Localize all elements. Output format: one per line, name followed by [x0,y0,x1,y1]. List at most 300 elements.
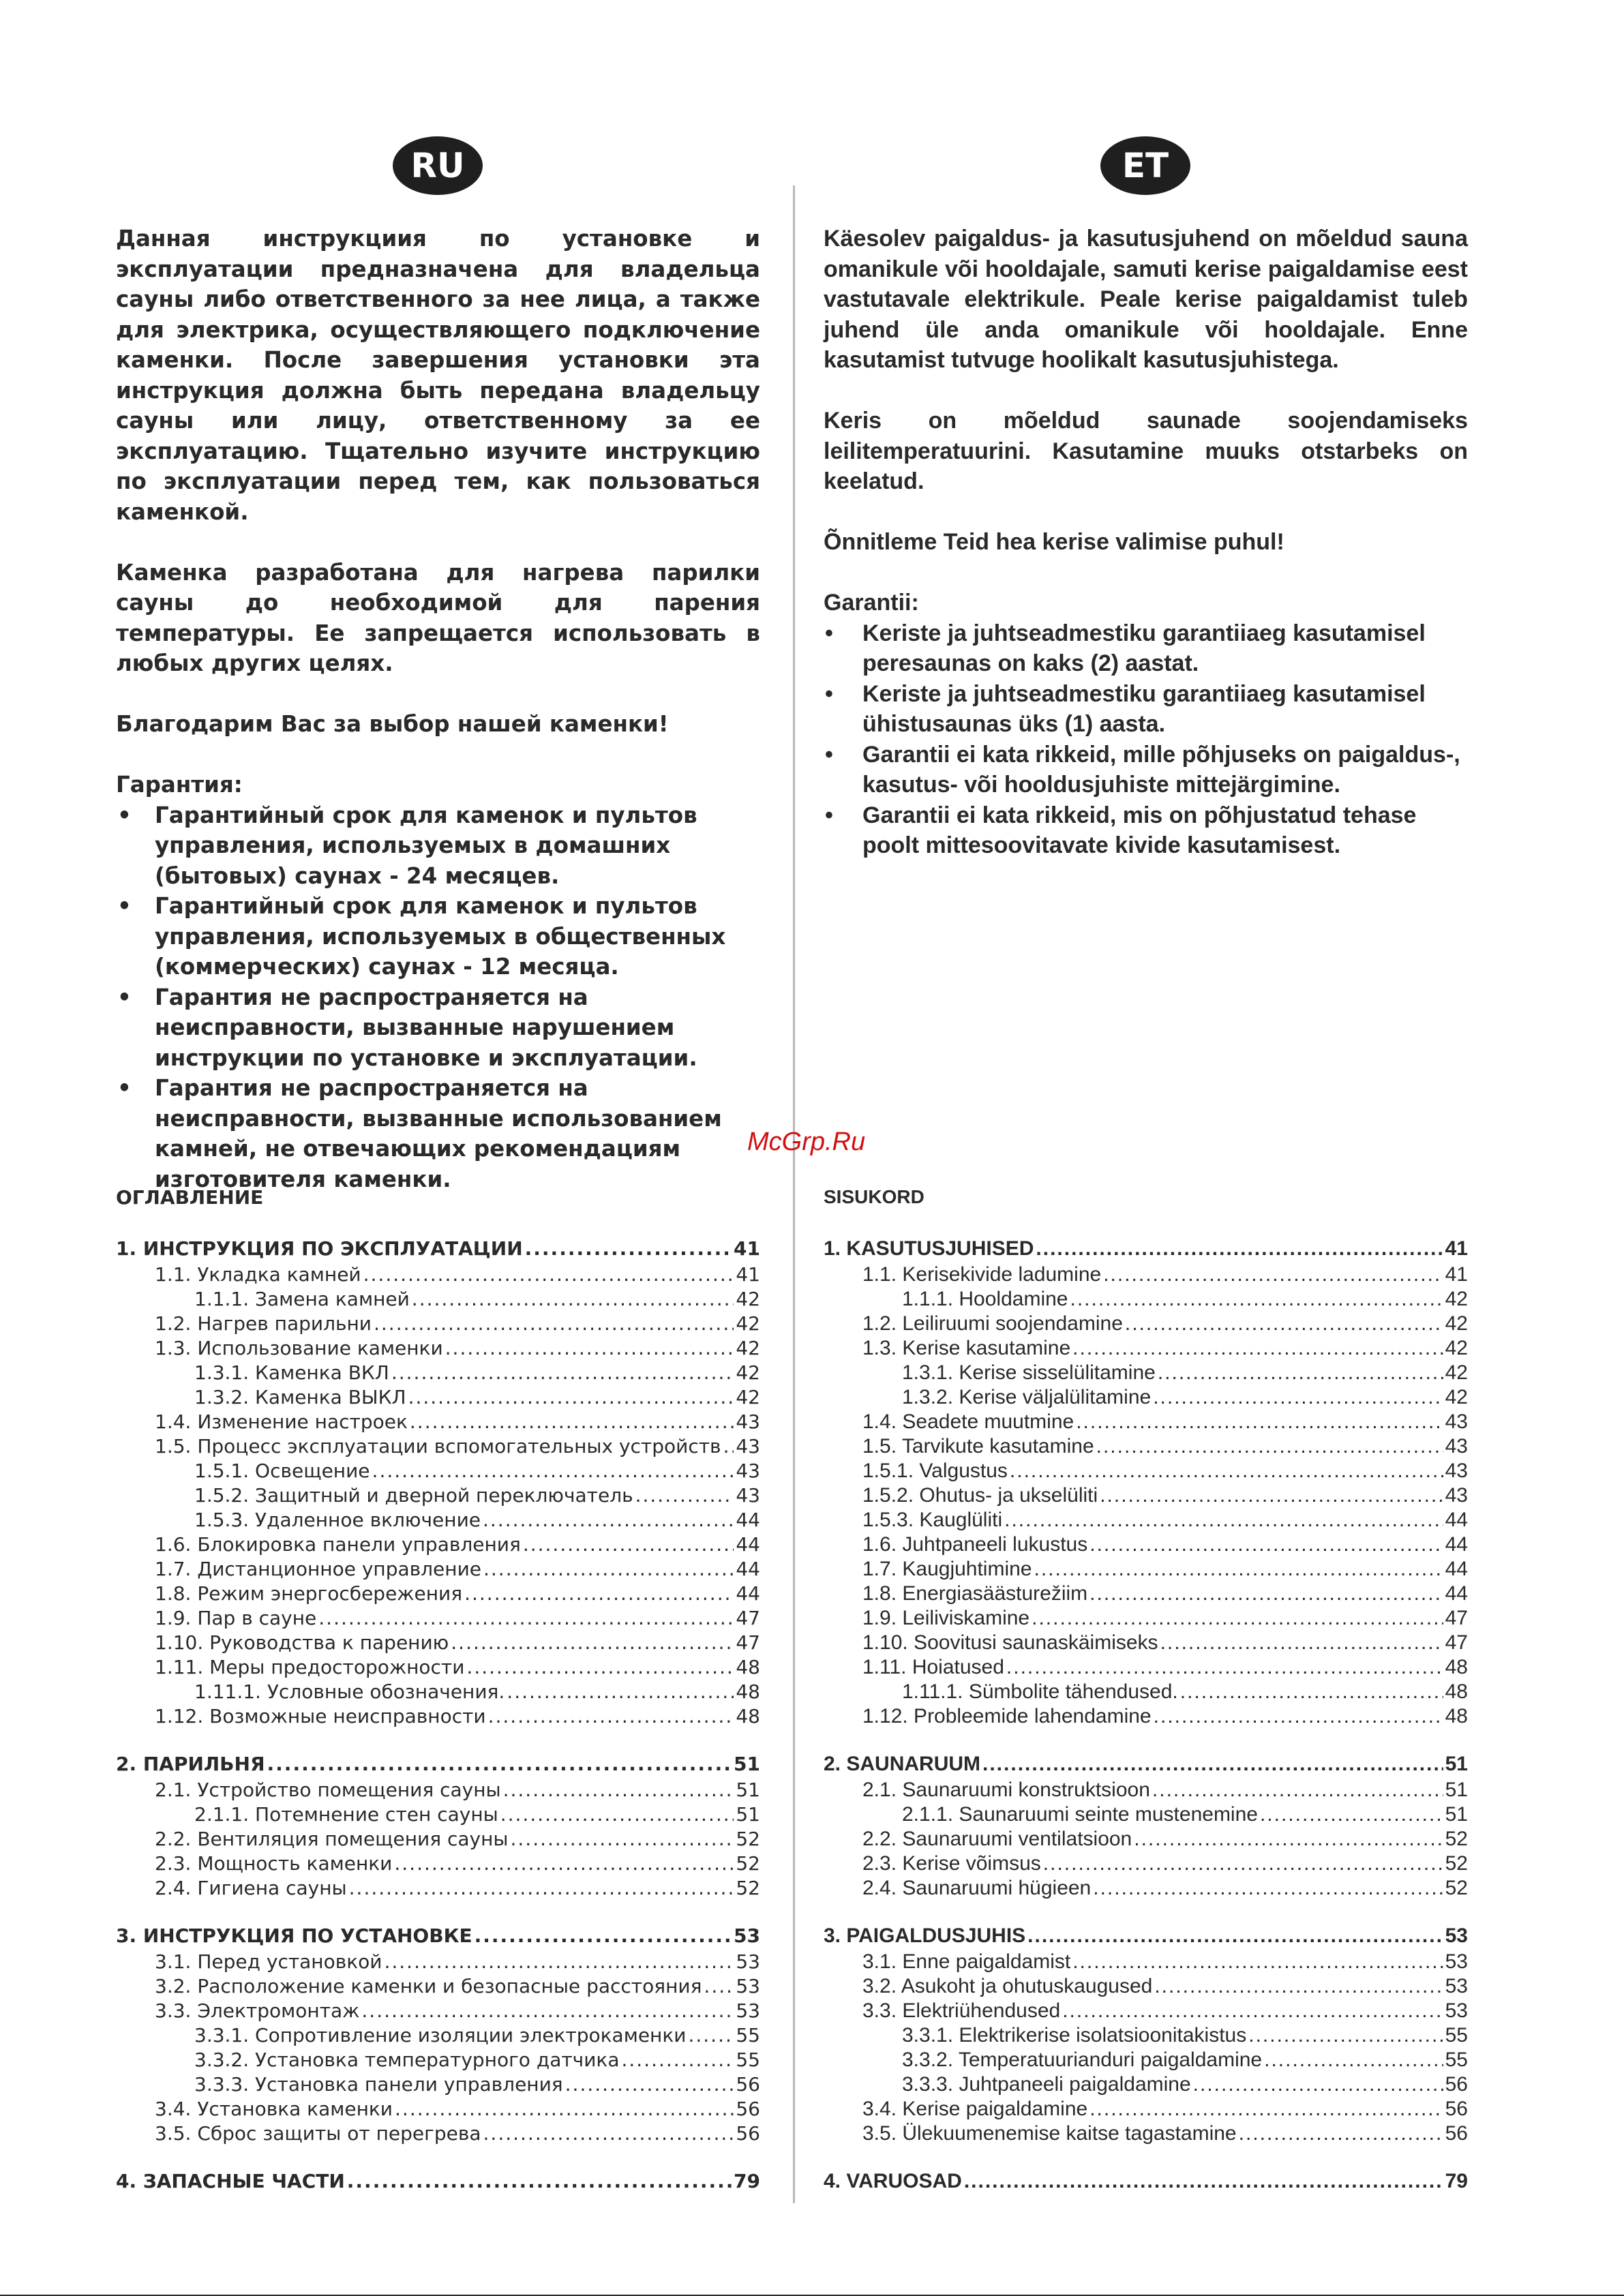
toc-entry-title: 1.6. Juhtpaneeli lukustus [862,1533,1088,1556]
toc-page-number: 52 [1445,1852,1468,1875]
toc-entry[interactable] [824,1827,1468,1852]
toc-group [824,2169,1468,2195]
toc-entry[interactable] [824,1950,1468,1974]
toc-entry[interactable] [116,1974,760,1999]
toc-entry[interactable] [824,1459,1468,1483]
toc-entry[interactable] [116,1385,760,1410]
toc-entry[interactable] [824,1752,1468,1778]
toc-entry[interactable] [116,1287,760,1312]
guarantee-list [116,800,760,1195]
toc-entry-title: 3.1. Перед установкой [155,1950,382,1973]
toc-page-number: 53 [736,1975,760,1997]
toc-entry-title: 4. ЗАПАСНЫЕ ЧАСТИ [116,2170,345,2192]
toc-leader-dots [1180,1680,1443,1704]
toc-entry-title: 2.4. Saunaruumi hügieen [862,1877,1092,1899]
toc-leader-dots [464,1582,734,1606]
toc-page-number: 43 [1445,1410,1468,1433]
toc-entry[interactable] [824,1410,1468,1434]
toc-page-number: 44 [1445,1509,1468,1531]
toc-page-number: 51 [1445,1753,1468,1775]
toc-page-number: 53 [736,1999,760,2022]
toc-page-number: 79 [734,2170,760,2192]
toc-entry[interactable] [116,1237,760,1263]
toc-entry[interactable] [116,1336,760,1361]
toc-entry[interactable] [116,1778,760,1802]
toc-page-number: 53 [1445,1975,1468,1997]
toc-page-number: 42 [1445,1288,1468,1310]
toc-leader-dots [483,2121,734,2146]
toc-entry-title: 2.4. Гигиена сауны [155,1877,347,1899]
intro-paragraph: Каменка разработана для нагрева парилки сауны до необходимой для парения температуры. Ее запрещается использовать в любых других целях. [116,559,760,676]
toc-entry-title: 3.2. Расположение каменки и безопасные расстояния [155,1975,702,1997]
toc-entry[interactable] [116,1532,760,1557]
toc-entry-title: 1.11.1. Sümbolite tähendused. [902,1680,1178,1703]
toc-page-number: 55 [1445,2049,1468,2071]
toc-page-number: 51 [734,1753,760,1775]
toc-entry-title: 2. SAUNARUUM [824,1753,981,1775]
toc-entry-title: 1.3. Использование каменки [155,1337,443,1359]
toc-entry-title: 1.10. Руководства к парению [155,1631,449,1654]
toc-leader-dots [1134,1827,1443,1852]
toc-entry-title: 1.5.2. Защитный и дверной переключатель [194,1484,633,1507]
toc-leader-dots [982,1752,1443,1777]
toc-page-number: 48 [736,1680,760,1703]
toc-entry-title: 3. ИНСТРУКЦИЯ ПО УСТАНОВКЕ [116,1924,472,1947]
intro-paragraph: Keris on mõeldud saunade soojendamiseks leilitemperatuurini. Kasutamine muuks otstarbeks on keelatud. [824,408,1468,494]
toc-page-number: 43 [736,1460,760,1482]
toc-page-number: 47 [1445,1607,1468,1629]
toc-page-number: 44 [736,1558,760,1580]
toc-entry[interactable] [824,1924,1468,1950]
language-badge-et: ET [1100,136,1190,195]
toc-leader-dots [410,1410,734,1434]
toc-page-number: 44 [1445,1582,1468,1605]
toc-page-number: 48 [1445,1705,1468,1727]
toc-leader-dots [1043,1852,1443,1876]
toc-title: ОГЛАВЛЕНИЕ [116,1186,264,1209]
toc-entry[interactable] [824,1361,1468,1385]
toc-page-number: 42 [1445,1337,1468,1359]
toc-leader-dots [723,1434,734,1459]
toc-entry-title: 1. KASUTUSJUHISED [824,1237,1034,1260]
toc-entry[interactable] [824,2048,1468,2072]
toc-group [116,1924,760,2146]
toc-entry-title: 3.5. Сброс защиты от перегрева [155,2122,481,2145]
toc-leader-dots [1089,1582,1443,1606]
toc-entry-title: 1.10. Soovitusi saunaskäimiseks [862,1631,1158,1654]
toc-leader-dots [1089,1532,1443,1557]
toc-leader-dots [1010,1459,1443,1483]
toc-entry[interactable] [824,1385,1468,1410]
toc-page-number: 53 [736,1950,760,1973]
toc-entry-title: 1.3.1. Kerise sisselülitamine [902,1361,1156,1384]
toc-leader-dots [1072,1336,1443,1361]
toc-entry[interactable] [116,2072,760,2097]
toc-page-number: 41 [1445,1263,1468,1286]
toc-leader-dots [394,1852,734,1876]
toc-page-number: 56 [1445,2073,1468,2096]
toc-entry-title: 1.6. Блокировка панели управления [155,1533,521,1556]
toc-leader-dots [395,2097,734,2121]
toc-page-number: 51 [1445,1803,1468,1826]
toc-entry[interactable] [824,2169,1468,2195]
toc-entry-title: 2.3. Kerise võimsus [862,1852,1041,1875]
toc-group [824,1237,1468,1729]
toc-leader-dots [1036,1237,1443,1261]
intro-ru [116,224,760,1194]
toc-entry-title: 1.1.1. Hooldamine [902,1288,1068,1310]
guarantee-heading: Гарантия: [116,772,243,798]
toc-page-number: 52 [736,1852,760,1875]
toc-entry-title: 2.1. Устройство помещения сауны [155,1779,501,1801]
toc-entry-title: 1.3.2. Каменка ВЫКЛ [194,1386,406,1408]
toc-leader-dots [363,1263,734,1287]
toc-entry[interactable] [824,1606,1468,1631]
toc-leader-dots [391,1361,734,1385]
toc-page-number: 47 [1445,1631,1468,1654]
toc-entry-title: 1.5.2. Ohutus- ja ukselüliti [862,1484,1098,1507]
toc-entry[interactable] [824,1876,1468,1901]
toc-entry-title: 1.4. Изменение настроек [155,1410,408,1433]
language-badge-ru: RU [393,136,483,195]
toc-entry-title: 1.2. Leiliruumi soojendamine [862,1312,1123,1335]
toc-page-number: 42 [736,1312,760,1335]
toc-entry-title: 3.3. Elektriühendused [862,1999,1061,2022]
toc-entry-title: 3.3.1. Elektrikerise isolatsioonitakistus [902,2024,1247,2046]
toc-entry-title: 1.8. Energiasäästurežiim [862,1582,1088,1605]
toc-entry[interactable] [116,1434,760,1459]
intro-paragraph: Käesolev paigaldus- ja kasutusjuhend on mõeldud sauna omanikule või hooldajale, samuti kerise paigaldamise eest vastutavale elektrikule. Peale kerise paigaldamist tuleb juhend üle anda omanikule või hooldajale. Enne kasutamist tutvuge hoolikalt kasutusjuhistega. [824,226,1468,373]
toc-entry-title: 3.1. Enne paigaldamist [862,1950,1071,1973]
toc-entry[interactable] [116,1752,760,1778]
toc-leader-dots [1153,1385,1443,1410]
toc-entry-title: 1.1. Kerisekivide ladumine [862,1263,1102,1286]
toc-leader-dots [374,1312,734,1336]
toc-page-number: 44 [736,1582,760,1605]
toc-entry-title: 3.4. Установка каменки [155,2098,393,2120]
toc-page-number: 41 [734,1237,760,1260]
toc-entry[interactable] [116,1950,760,1974]
toc-entry-title: 1.3. Kerise kasutamine [862,1337,1071,1359]
toc-leader-dots [347,2169,732,2194]
toc-page-number: 48 [1445,1680,1468,1703]
toc-leader-dots [621,2048,734,2072]
toc-entry[interactable] [116,1680,760,1704]
toc-entry[interactable] [116,2121,760,2146]
toc-entry-title: 1.7. Kaugjuhtimine [862,1558,1032,1580]
toc-entry-title: 1.12. Probleemide lahendamine [862,1705,1152,1727]
toc-entry[interactable] [824,1508,1468,1532]
toc-entry[interactable] [116,1582,760,1606]
toc-entry-title: 3.3.1. Сопротивление изоляции электрокаменки [194,2024,687,2046]
toc-entry[interactable] [116,1361,760,1385]
guarantee-item: • Keriste ja juhtseadmestiku garantiiaeg kasutamisel peresaunas on kaks (2) aastat. [824,618,1468,679]
toc-page-number: 43 [736,1410,760,1433]
toc-leader-dots [565,2072,734,2097]
guarantee-item: • Гарантийный срок для каменок и пультов управления, используемых в домашних (бытовых) саунах - 24 месяцев. [116,800,760,892]
toc-entry[interactable] [116,1802,760,1827]
toc-leader-dots [1154,1704,1443,1729]
toc-leader-dots [1125,1312,1443,1336]
toc-entry-title: 2.1.1. Saunaruumi seinte mustenemine [902,1803,1258,1826]
toc-leader-dots [408,1385,734,1410]
toc-leader-dots [1154,1974,1443,1999]
toc-entry-title: 1.4. Seadete muutmine [862,1410,1074,1433]
toc-page-number: 43 [736,1435,760,1457]
toc-page-number: 52 [736,1828,760,1850]
toc-page-number: 42 [1445,1386,1468,1408]
toc-page-number: 41 [736,1263,760,1286]
toc-entry[interactable] [116,1704,760,1729]
toc-entry[interactable] [824,1974,1468,1999]
toc-page-number: 52 [736,1877,760,1899]
thanks-paragraph: Õnnitleme Teid hea kerise valimise puhul! [824,529,1284,555]
toc-leader-dots [523,1532,734,1557]
toc-page-number: 51 [1445,1779,1468,1801]
toc-entry[interactable] [116,1459,760,1483]
toc-entry[interactable] [116,2048,760,2072]
toc-entry[interactable] [116,1876,760,1901]
toc-entry[interactable] [824,1434,1468,1459]
toc-entry[interactable] [824,1336,1468,1361]
toc-leader-dots [1072,1950,1443,1974]
toc-entry-title: 2.2. Saunaruumi ventilatsioon [862,1828,1132,1850]
guarantee-item: • Keriste ja juhtseadmestiku garantiiaeg kasutamisel ühistusaunas üks (1) aasta. [824,679,1468,740]
toc-entry[interactable] [116,1557,760,1582]
toc-leader-dots [688,2023,734,2048]
toc-page-number: 56 [1445,2122,1468,2145]
toc-entry-title: 2. ПАРИЛЬНЯ [116,1753,265,1775]
toc-leader-dots [1076,1410,1443,1434]
toc-page-number: 55 [736,2049,760,2071]
toc-entry[interactable] [824,2072,1468,2097]
toc-entry-title: 1.3.2. Kerise väljalülitamine [902,1386,1152,1408]
toc-entry[interactable] [824,1582,1468,1606]
guarantee-item: • Гарантия не распространяется на неисправности, вызванные нарушением инструкции по установке и эксплуатации. [116,982,760,1074]
toc-page-number: 42 [1445,1312,1468,1335]
toc-entry[interactable] [824,1483,1468,1508]
toc-entry-title: 1.5.3. Kauglüliti [862,1509,1003,1531]
toc-page-number: 43 [736,1484,760,1507]
toc-page-number: 53 [1445,1999,1468,2022]
toc-entry-title: 3.3. Электромонтаж [155,1999,360,2022]
toc-leader-dots [507,1680,734,1704]
table-of-contents-et [824,1186,1468,2218]
toc-page-number: 53 [734,1924,760,1947]
toc-leader-dots [635,1483,734,1508]
toc-entry[interactable] [824,2023,1468,2048]
toc-entry[interactable] [824,1557,1468,1582]
toc-leader-dots [525,1237,732,1261]
toc-entry-title: 2.3. Мощность каменки [155,1852,393,1875]
toc-entry[interactable] [824,1680,1468,1704]
toc-entry-title: 1.11.1. Условные обозначения. [194,1680,505,1703]
toc-leader-dots [1152,1778,1443,1802]
toc-entry[interactable] [116,1655,760,1680]
toc-title: SISUKORD [824,1186,924,1207]
toc-entry-title: 1.9. Leiliviskamine [862,1607,1030,1629]
toc-entries [116,1237,760,2195]
toc-entry[interactable] [824,1312,1468,1336]
toc-group [824,1924,1468,2146]
toc-page-number: 48 [1445,1656,1468,1678]
toc-entry-title: 1.5. Процесс эксплуатации вспомогательных устройств [155,1435,721,1457]
toc-page-number: 53 [1445,1950,1468,1973]
toc-entry[interactable] [116,1606,760,1631]
toc-leader-dots [349,1876,734,1901]
toc-entry[interactable] [116,1410,760,1434]
toc-page-number: 43 [1445,1484,1468,1507]
toc-page-number: 55 [1445,2024,1468,2046]
toc-leader-dots [1032,1606,1443,1631]
toc-leader-dots [1239,2121,1443,2146]
toc-entry-title: 2.2. Вентиляция помещения сауны [155,1828,509,1850]
toc-entry-title: 3.3.3. Установка панели управления [194,2073,563,2096]
toc-leader-dots [1004,1508,1443,1532]
toc-leader-dots [451,1631,734,1655]
toc-page-number: 47 [736,1631,760,1654]
toc-leader-dots [511,1827,734,1852]
toc-entry-title: 3.3.2. Temperatuurianduri paigaldamine [902,2049,1263,2071]
toc-entry-title: 1.8. Режим энергосбережения [155,1582,463,1605]
table-of-contents-ru [116,1186,760,2218]
toc-entry[interactable] [824,1999,1468,2023]
toc-page-number: 56 [1445,2098,1468,2120]
toc-page-number: 47 [736,1607,760,1629]
toc-page-number: 42 [736,1361,760,1384]
toc-page-number: 48 [736,1656,760,1678]
toc-page-number: 52 [1445,1877,1468,1899]
toc-entry-title: 1.2. Нагрев парильни [155,1312,372,1335]
intro-paragraph: Данная инструкциия по установке и эксплуатации предназначена для владельца сауны либо ответственного за нее лица, а также для электрика, осуществляющего подключение каменки. После завершения установки эта инструкция должна быть передана владельцу сауны или лицу, ответственному за ее эксплуатацию. Тщательно изучите инструкцию по эксплуатации перед тем, как пользоваться каменкой. [116,226,760,525]
toc-page-number: 51 [736,1803,760,1826]
toc-leader-dots [361,1999,734,2023]
toc-entry-title: 1.7. Дистанционное управление [155,1558,481,1580]
toc-entry-title: 1.1. Укладка камней [155,1263,361,1286]
toc-page-number: 44 [736,1533,760,1556]
toc-page-number: 53 [1445,1924,1468,1947]
toc-entry[interactable] [116,1827,760,1852]
toc-leader-dots [372,1459,734,1483]
toc-page-number: 42 [736,1386,760,1408]
toc-entry-title: 1.5.1. Освещение [194,1460,370,1482]
toc-entry[interactable] [116,1631,760,1655]
toc-entry[interactable] [824,1631,1468,1655]
toc-entry[interactable] [824,1852,1468,1876]
toc-entry[interactable] [116,2023,760,2048]
toc-leader-dots [1158,1361,1443,1385]
toc-entry-title: 1. ИНСТРУКЦИЯ ПО ЭКСПЛУАТАЦИИ [116,1237,523,1260]
toc-leader-dots [1193,2072,1443,2097]
column-divider [793,185,795,2203]
toc-leader-dots [412,1287,734,1312]
toc-leader-dots [1006,1655,1443,1680]
toc-group [824,1752,1468,1901]
toc-leader-dots [500,1802,734,1827]
toc-leader-dots [1103,1263,1443,1287]
toc-entry[interactable] [824,1704,1468,1729]
guarantee-item: • Гарантийный срок для каменок и пультов управления, используемых в общественных (коммерческих) саунах - 12 месяца. [116,891,760,982]
toc-entry-title: 4. VARUOSAD [824,2170,962,2192]
toc-leader-dots [445,1336,734,1361]
toc-entry-title: 1.5.1. Valgustus [862,1460,1008,1482]
toc-page-number: 48 [736,1705,760,1727]
toc-leader-dots [384,1950,734,1974]
toc-entry[interactable] [116,1312,760,1336]
guarantee-item: • Garantii ei kata rikkeid, mille põhjuseks on paigaldus-, kasutus- või hooldusjuhiste mittejärgimine. [824,740,1468,800]
toc-leader-dots [267,1752,732,1777]
toc-leader-dots [1096,1434,1443,1459]
toc-entry[interactable] [824,1532,1468,1557]
toc-entry[interactable] [116,2097,760,2121]
toc-page-number: 42 [736,1288,760,1310]
toc-leader-dots [1034,1557,1443,1582]
toc-entry[interactable] [824,1263,1468,1287]
toc-leader-dots [475,1924,732,1948]
toc-entry[interactable] [116,1508,760,1532]
toc-entry[interactable] [824,1237,1468,1263]
toc-entry[interactable] [824,2121,1468,2146]
toc-page-number: 51 [736,1779,760,1801]
toc-page-number: 56 [736,2098,760,2120]
toc-entry[interactable] [116,1263,760,1287]
toc-leader-dots [1260,1802,1443,1827]
toc-page-number: 55 [736,2024,760,2046]
toc-leader-dots [1248,2023,1443,2048]
toc-entry[interactable] [116,2169,760,2195]
guarantee-list [824,618,1468,861]
toc-entry-title: 1.11. Меры предосторожности [155,1656,465,1678]
toc-group [116,1752,760,1901]
toc-leader-dots [488,1704,734,1729]
toc-page-number: 42 [736,1337,760,1359]
toc-leader-dots [704,1974,734,1999]
toc-entry[interactable] [824,1655,1468,1680]
toc-group [116,1237,760,1729]
toc-page-number: 52 [1445,1828,1468,1850]
toc-entry[interactable] [116,1483,760,1508]
toc-entry-title: 3. PAIGALDUSJUHIS [824,1924,1026,1947]
toc-entry[interactable] [824,1802,1468,1827]
toc-page-number: 79 [1445,2170,1468,2192]
toc-entry[interactable] [824,1287,1468,1312]
toc-page-number: 56 [736,2073,760,2096]
toc-entry[interactable] [824,2097,1468,2121]
toc-page-number: 42 [1445,1361,1468,1384]
toc-entry-title: 2.1.1. Потемнение стен сауны [194,1803,498,1826]
toc-entry-title: 3.2. Asukoht ja ohutuskaugused [862,1975,1153,1997]
toc-leader-dots [1093,1876,1443,1901]
toc-leader-dots [466,1655,734,1680]
toc-entry[interactable] [116,1924,760,1950]
toc-entry[interactable] [116,1999,760,2023]
toc-leader-dots [483,1557,734,1582]
toc-leader-dots [1070,1287,1443,1312]
toc-entry[interactable] [824,1778,1468,1802]
toc-leader-dots [1100,1483,1443,1508]
intro-et [824,224,1468,861]
toc-entry-title: 3.3.3. Juhtpaneeli paigaldamine [902,2073,1191,2096]
toc-entry-title: 1.1.1. Замена камней [194,1288,410,1310]
toc-page-number: 44 [1445,1558,1468,1580]
toc-entry-title: 1.5.3. Удаленное включение [194,1509,481,1531]
toc-entry[interactable] [116,1852,760,1876]
toc-leader-dots [318,1606,734,1631]
toc-entry-title: 1.11. Hoiatused [862,1656,1004,1678]
guarantee-item: • Гарантия не распространяется на неисправности, вызванные использованием камней, не отвечающих рекомендациям изготовителя каменки. [116,1073,760,1194]
toc-leader-dots [483,1508,734,1532]
toc-leader-dots [1264,2048,1443,2072]
